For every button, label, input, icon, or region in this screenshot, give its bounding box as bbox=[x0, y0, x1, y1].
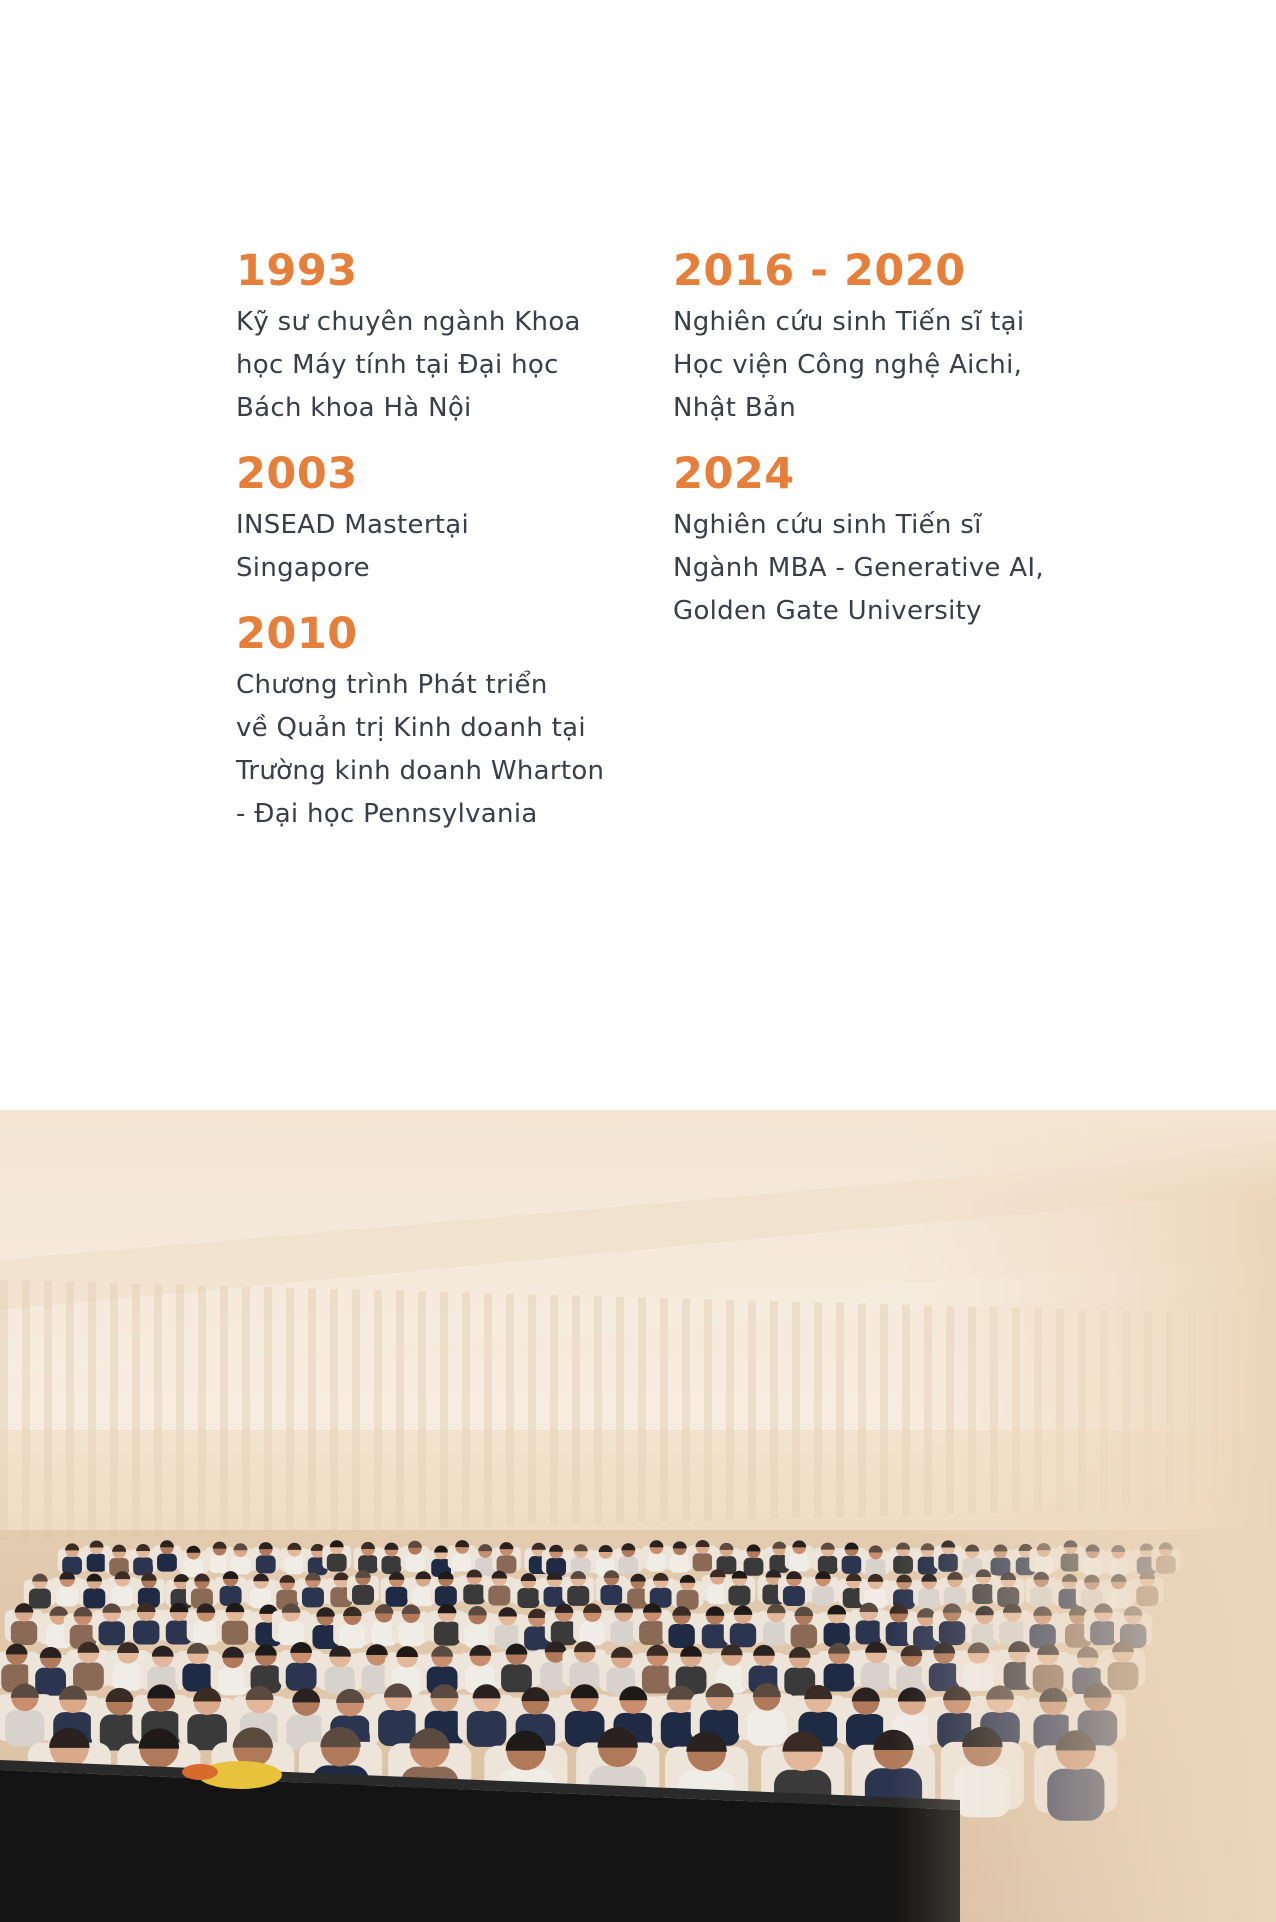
timeline-description: Nghiên cứu sinh Tiến sĩ Ngành MBA - Generative AI, Golden Gate University bbox=[673, 510, 1044, 626]
timeline-year: 2024 bbox=[673, 449, 795, 499]
timeline-entry bbox=[236, 245, 656, 430]
timeline-year: 2003 bbox=[236, 449, 358, 499]
timeline-description: Kỹ sư chuyên ngành Khoa học Máy tính tại Đại học Bách khoa Hà Nội bbox=[236, 307, 581, 423]
timeline-column-right bbox=[673, 245, 1093, 651]
timeline-entry bbox=[673, 448, 1093, 633]
timeline-entry bbox=[236, 448, 656, 590]
timeline-entry bbox=[673, 245, 1093, 430]
conference-audience-illustration bbox=[0, 1110, 1276, 1922]
timeline-description: Chương trình Phát triển về Quản trị Kinh doanh tại Trường kinh doanh Wharton - Đại học Pennsylvania bbox=[236, 670, 605, 829]
timeline-description: INSEAD Mastertại Singapore bbox=[236, 510, 470, 583]
timeline-year: 1993 bbox=[236, 246, 358, 296]
timeline-entry bbox=[236, 608, 656, 836]
timeline-year: 2016 - 2020 bbox=[673, 246, 966, 296]
timeline-column-left bbox=[236, 245, 656, 854]
conference-hall-photo bbox=[0, 1110, 1276, 1922]
timeline-year: 2010 bbox=[236, 609, 358, 659]
timeline-description: Nghiên cứu sinh Tiến sĩ tại Học viện Công nghệ Aichi, Nhật Bản bbox=[673, 307, 1025, 423]
